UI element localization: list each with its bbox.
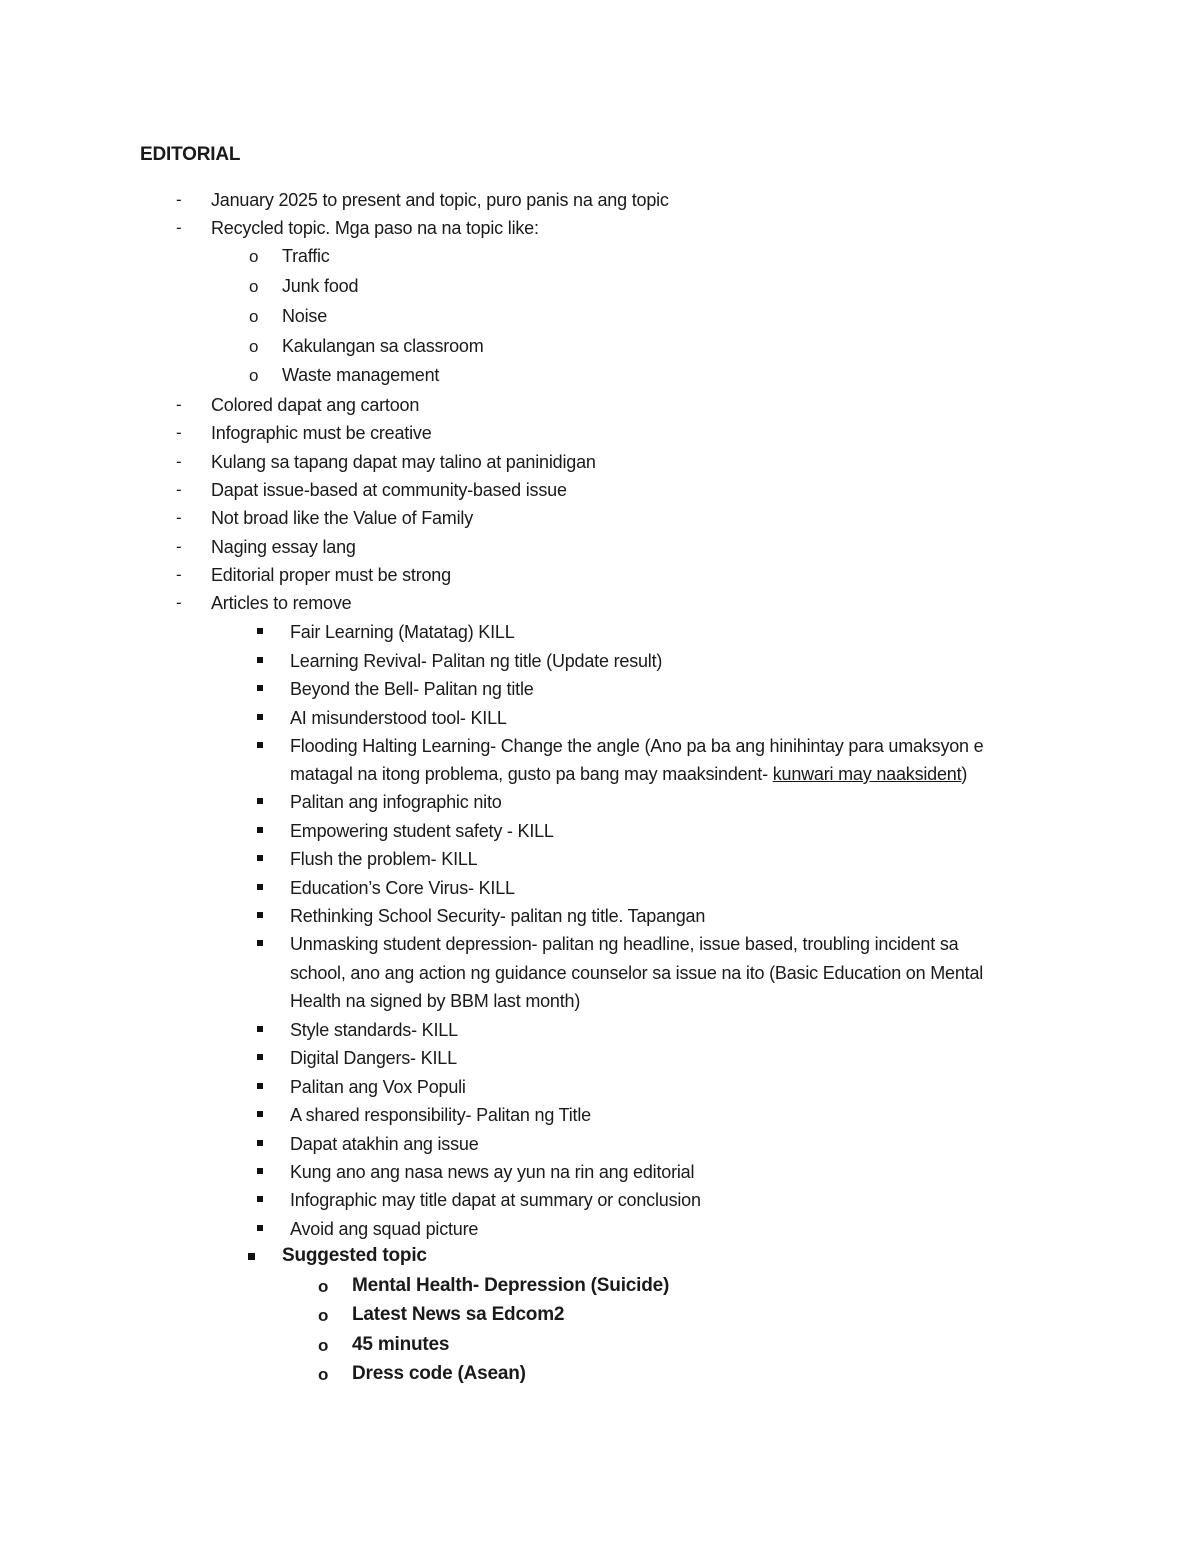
square-bullet [257, 1140, 263, 1146]
dash-marker: - [176, 508, 182, 527]
square-bullet [257, 884, 263, 890]
square-bullet [257, 798, 263, 804]
list-item: Infographic may title dapat at summary or conclusion [290, 1190, 701, 1210]
list-item: AI misunderstood tool- KILL [290, 708, 507, 728]
list-item: Unmasking student depression- palitan ng headline, issue based, troubling incident sa [290, 934, 959, 954]
square-bullet [257, 657, 263, 663]
list-item: Kung ano ang nasa news ay yun na rin ang editorial [290, 1162, 695, 1182]
list-item: Infographic must be creative [211, 423, 432, 443]
list-item: Palitan ang infographic nito [290, 792, 502, 812]
list-item: Beyond the Bell- Palitan ng title [290, 679, 534, 699]
square-bullet [257, 685, 263, 691]
square-bullet [257, 1225, 263, 1231]
square-bullet [257, 1111, 263, 1117]
dash-marker: - [176, 565, 182, 584]
list-item: Traffic [282, 246, 330, 266]
page-title: EDITORIAL [140, 144, 241, 165]
circle-marker: o [249, 307, 259, 326]
dash-marker: - [176, 452, 182, 471]
list-item: Flooding Halting Learning- Change the angle (Ano pa ba ang hinihintay para umaksyon e [290, 736, 984, 756]
suggested-topic: 45 minutes [352, 1334, 450, 1355]
square-bullet [257, 940, 263, 946]
square-bullet [257, 742, 263, 748]
list-item: Palitan ang Vox Populi [290, 1077, 466, 1097]
suggested-topic: Dress code (Asean) [352, 1363, 526, 1384]
circle-marker: o [249, 366, 259, 385]
circle-marker: o [318, 1336, 329, 1355]
list-item-continuation [290, 762, 967, 786]
circle-marker: o [249, 247, 259, 266]
list-item: Education’s Core Virus- KILL [290, 878, 515, 898]
list-item: Rethinking School Security- palitan ng title. Tapangan [290, 906, 706, 926]
list-item: Flush the problem- KILL [290, 849, 478, 869]
list-item: Digital Dangers- KILL [290, 1048, 457, 1068]
square-bullet [257, 628, 263, 634]
list-item: Fair Learning (Matatag) KILL [290, 622, 515, 642]
list-item: Not broad like the Value of Family [211, 508, 473, 528]
list-item: Articles to remove [211, 593, 352, 613]
square-bullet [257, 855, 263, 861]
list-item: Naging essay lang [211, 537, 356, 557]
underlined-text: kunwari may naaksident [772, 764, 962, 784]
list-item: Kulang sa tapang dapat may talino at paninidigan [211, 452, 596, 472]
square-bullet [257, 827, 263, 833]
dash-marker: - [176, 537, 182, 556]
square-bullet [257, 1196, 263, 1202]
square-bullet [257, 1054, 263, 1060]
list-item: Waste management [282, 365, 440, 385]
square-bullet [257, 912, 263, 918]
dash-marker: - [176, 423, 182, 442]
circle-marker: o [318, 1277, 329, 1296]
list-item: Learning Revival- Palitan ng title (Update result) [290, 651, 663, 671]
list-item: Avoid ang squad picture [290, 1219, 479, 1239]
list-item: Style standards- KILL [290, 1020, 458, 1040]
list-item: Recycled topic. Mga paso na na topic like: [211, 218, 539, 238]
list-item: Dapat atakhin ang issue [290, 1134, 479, 1154]
list-item: Colored dapat ang cartoon [211, 395, 420, 415]
list-item: Kakulangan sa classroom [282, 336, 484, 356]
list-item: Editorial proper must be strong [211, 565, 451, 585]
list-item: Junk food [282, 276, 359, 296]
list-item: Noise [282, 306, 328, 326]
suggested-topic: Latest News sa Edcom2 [352, 1304, 565, 1325]
dash-marker: - [176, 218, 182, 237]
list-item-text: matagal na itong problema, gusto pa bang may maaksindent- [290, 764, 773, 784]
square-bullet [257, 714, 263, 720]
suggested-topic: Mental Health- Depression (Suicide) [352, 1275, 670, 1296]
dash-marker: - [176, 480, 182, 499]
circle-marker: o [318, 1306, 329, 1325]
square-bullet [257, 1168, 263, 1174]
dash-marker: - [176, 395, 182, 414]
list-item: January 2025 to present and topic, puro panis na ang topic [211, 190, 669, 210]
list-item-continuation: Health na signed by BBM last month) [290, 991, 581, 1011]
circle-marker: o [249, 337, 259, 356]
suggested-heading: Suggested topic [282, 1245, 427, 1266]
closing-paren: ) [961, 764, 968, 784]
square-bullet [257, 1083, 263, 1089]
dash-marker: - [176, 190, 182, 209]
list-item: Dapat issue-based at community-based issue [211, 480, 567, 500]
dash-marker: - [176, 593, 182, 612]
circle-marker: o [249, 277, 259, 296]
square-bullet [257, 1026, 263, 1032]
list-item-continuation: school, ano ang action ng guidance counselor sa issue na ito (Basic Education on Mental [290, 963, 984, 983]
list-item: A shared responsibility- Palitan ng Title [290, 1105, 591, 1125]
list-item: Empowering student safety - KILL [290, 821, 554, 841]
circle-marker: o [318, 1365, 329, 1384]
square-bullet [248, 1253, 255, 1260]
